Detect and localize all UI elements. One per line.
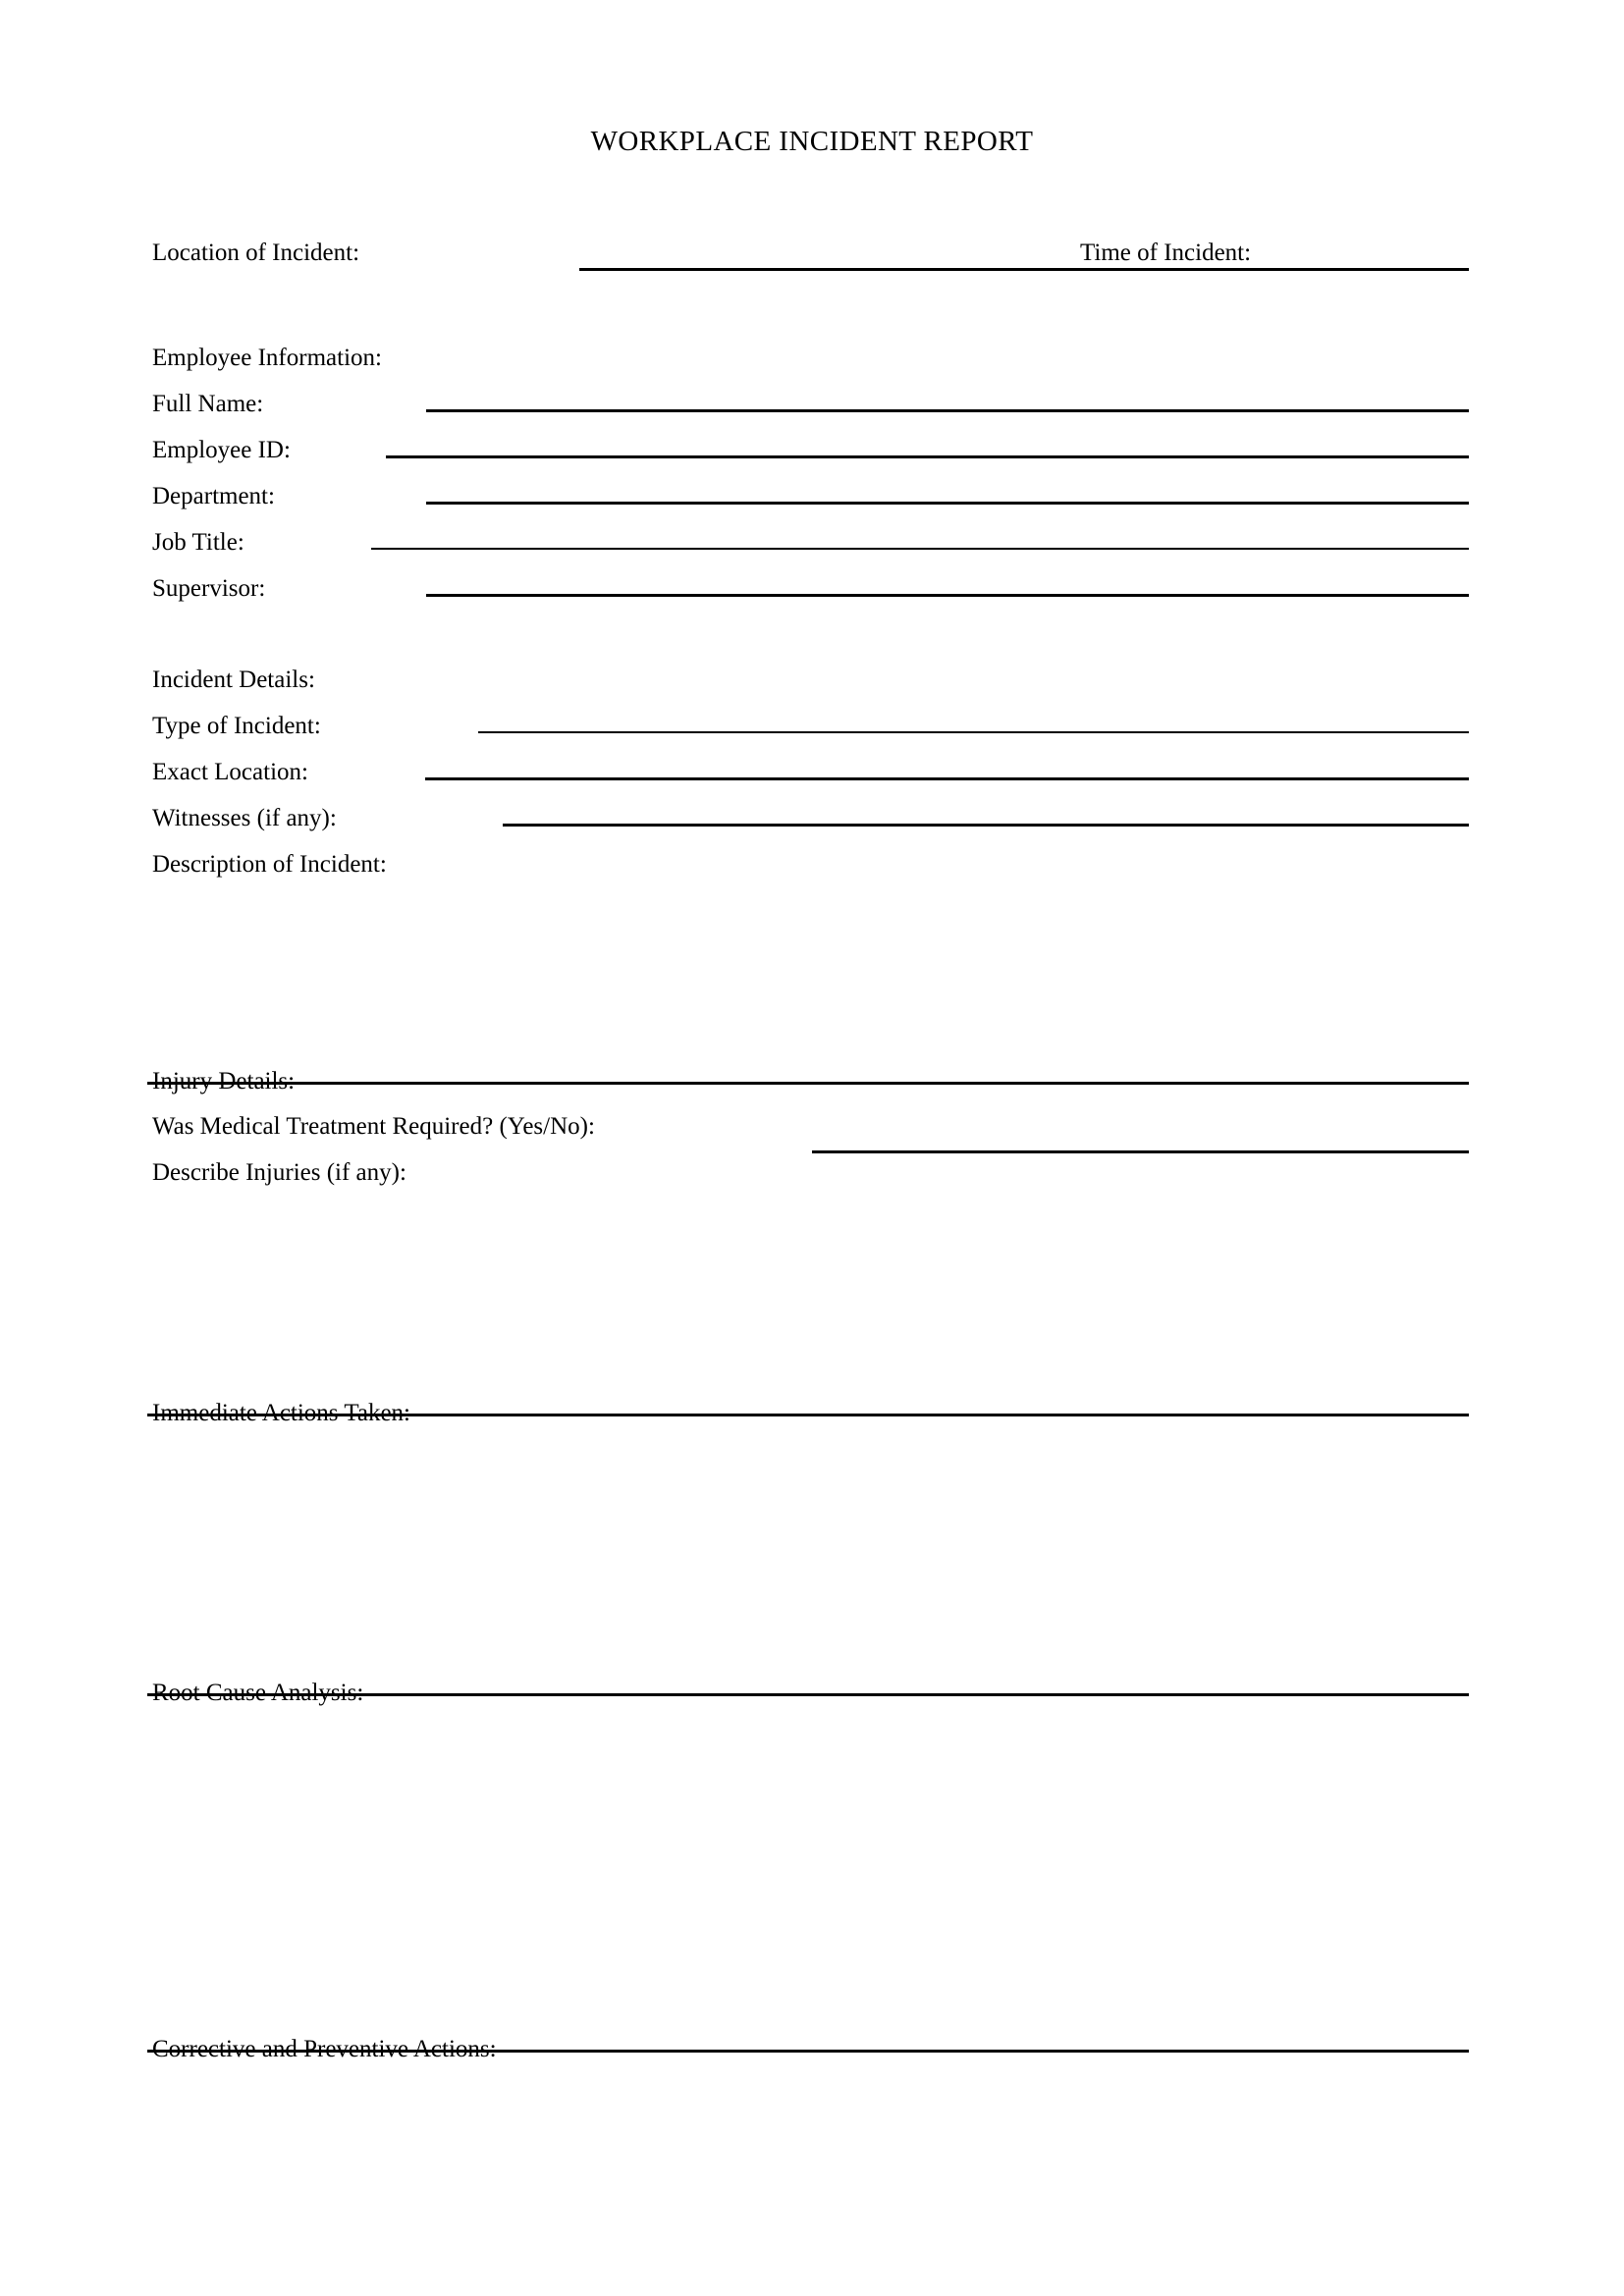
label-witnesses: Witnesses (if any): xyxy=(152,805,337,831)
field-line-injury-details[interactable] xyxy=(147,1082,1469,1085)
label-department: Department: xyxy=(152,483,275,509)
field-line-root-cause-analysis[interactable] xyxy=(147,1693,1469,1696)
section-label-root-cause-analysis: Root Cause Analysis: xyxy=(152,1680,364,1706)
root-cause-writing-area[interactable] xyxy=(152,1723,1469,1958)
field-line-location-time[interactable] xyxy=(579,268,1469,271)
field-line-department[interactable] xyxy=(426,502,1469,505)
section-label-immediate-actions-taken: Immediate Actions Taken: xyxy=(152,1400,411,1426)
field-line-medical-treatment-required[interactable] xyxy=(812,1150,1469,1153)
label-medical-treatment-required: Was Medical Treatment Required? (Yes/No): xyxy=(152,1113,595,1140)
label-describe-injuries: Describe Injuries (if any): xyxy=(152,1159,406,1186)
field-line-witnesses[interactable] xyxy=(503,824,1469,827)
field-line-corrective-and-preventive-actions[interactable] xyxy=(147,2050,1469,2053)
field-line-employee-id[interactable] xyxy=(386,455,1469,458)
field-line-exact-location[interactable] xyxy=(425,777,1469,780)
field-line-full-name[interactable] xyxy=(426,409,1469,412)
section-label-incident-details: Incident Details: xyxy=(152,667,315,693)
description-of-incident-writing-area[interactable] xyxy=(152,883,1469,1055)
label-location-of-incident: Location of Incident: xyxy=(152,240,360,266)
field-line-immediate-actions-taken[interactable] xyxy=(147,1414,1469,1416)
field-line-supervisor[interactable] xyxy=(426,594,1469,597)
label-type-of-incident: Type of Incident: xyxy=(152,713,321,739)
label-time-of-incident: Time of Incident: xyxy=(1080,240,1252,266)
section-label-employee-information: Employee Information: xyxy=(152,345,382,371)
label-exact-location: Exact Location: xyxy=(152,759,308,785)
label-description-of-incident: Description of Incident: xyxy=(152,851,387,878)
section-label-injury-details: Injury Details: xyxy=(152,1068,296,1095)
label-supervisor: Supervisor: xyxy=(152,575,266,602)
immediate-actions-writing-area[interactable] xyxy=(152,1443,1469,1639)
field-line-job-title[interactable] xyxy=(371,548,1469,550)
label-job-title: Job Title: xyxy=(152,529,244,556)
describe-injuries-writing-area[interactable] xyxy=(152,1193,1469,1384)
label-full-name: Full Name: xyxy=(152,391,264,417)
page-title: WORKPLACE INCIDENT REPORT xyxy=(590,126,1034,157)
corrective-actions-writing-area[interactable] xyxy=(152,2079,1469,2256)
label-employee-id: Employee ID: xyxy=(152,437,291,463)
section-label-corrective-and-preventive-actions: Corrective and Preventive Actions: xyxy=(152,2036,497,2062)
field-line-type-of-incident[interactable] xyxy=(478,731,1469,733)
